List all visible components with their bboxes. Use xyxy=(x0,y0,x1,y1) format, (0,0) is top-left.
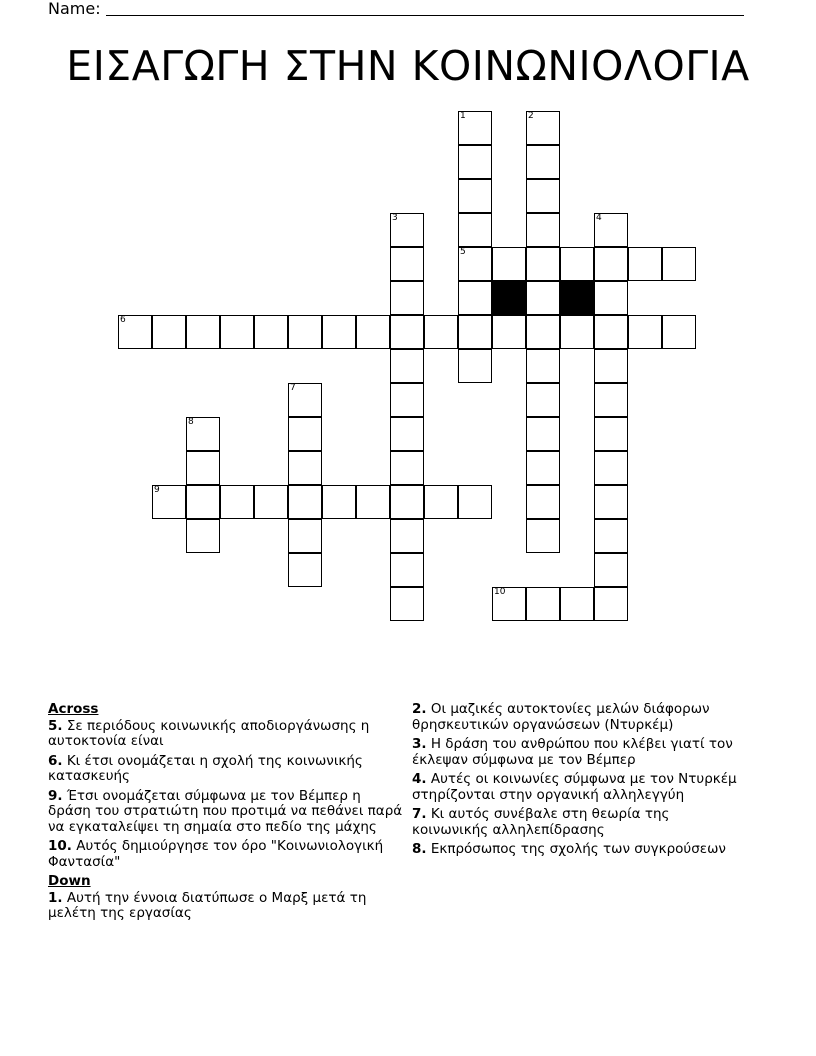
clue-number-label: 4 xyxy=(596,213,602,223)
clue-number-label: 7 xyxy=(290,383,296,393)
clue-number-label: 6 xyxy=(120,315,126,325)
clue-number-label: 8 xyxy=(188,417,194,427)
crossword-cell[interactable] xyxy=(356,485,390,519)
crossword-cell[interactable] xyxy=(458,315,492,349)
clue-text: Κι έτσι ονομάζεται η σχολή της κοινωνικής κατασκευής xyxy=(48,752,363,784)
crossword-cell[interactable] xyxy=(186,519,220,553)
clue-down-2 xyxy=(412,702,742,733)
crossword-cell[interactable] xyxy=(288,315,322,349)
crossword-cell[interactable] xyxy=(390,281,424,315)
clue-number: 3. xyxy=(412,736,427,752)
crossword-cell[interactable] xyxy=(560,315,594,349)
crossword-cell[interactable] xyxy=(390,451,424,485)
clue-down-1 xyxy=(48,891,406,922)
crossword-cell[interactable] xyxy=(186,485,220,519)
crossword-cell[interactable] xyxy=(390,485,424,519)
crossword-block xyxy=(560,281,594,315)
clue-text: Έτσι ονομάζεται σύμφωνα με τον Βέμπερ η δράση του στρατιώτη που προτιμά να πεθάνει παρά να εγκαταλείψει τη σημαία στο πεδίο της μάχης xyxy=(48,787,403,835)
crossword-cell[interactable] xyxy=(526,179,560,213)
crossword-cell[interactable] xyxy=(594,383,628,417)
name-label: Name: xyxy=(48,0,101,18)
crossword-cell[interactable] xyxy=(560,587,594,621)
clue-text: Εκπρόσωπος της σχολής των συγκρούσεων xyxy=(430,841,726,857)
crossword-cell[interactable] xyxy=(254,485,288,519)
crossword-cell[interactable] xyxy=(662,247,696,281)
crossword-cell[interactable] xyxy=(390,213,424,247)
crossword-cell[interactable] xyxy=(628,247,662,281)
crossword-cell[interactable] xyxy=(458,111,492,145)
page-title: ΕΙΣΑΓΩΓΗ ΣΤΗΝ ΚΟΙΝΩΝΙΟΛΟΓΙΑ xyxy=(66,42,750,90)
crossword-cell[interactable] xyxy=(186,451,220,485)
crossword-cell[interactable] xyxy=(220,485,254,519)
crossword-cell[interactable] xyxy=(594,247,628,281)
clue-text: Σε περιόδους κοινωνικής αποδιοργάνωσης η αυτοκτονία είναι xyxy=(48,717,370,749)
clue-number-label: 3 xyxy=(392,213,398,223)
crossword-cell[interactable] xyxy=(458,145,492,179)
crossword-cell[interactable] xyxy=(526,145,560,179)
clue-text: Οι μαζικές αυτοκτονίες μελών διάφορων θρησκευτικών οργανώσεων (Ντυρκέμ) xyxy=(412,701,710,733)
crossword-cell[interactable] xyxy=(288,383,322,417)
clue-number: 8. xyxy=(412,841,427,857)
crossword-cell[interactable] xyxy=(322,485,356,519)
crossword-cell[interactable] xyxy=(390,315,424,349)
crossword-cell[interactable] xyxy=(390,519,424,553)
crossword-cell[interactable] xyxy=(594,587,628,621)
clue-number: 9. xyxy=(48,787,63,804)
clue-number-label: 5 xyxy=(460,247,466,257)
clue-down-3 xyxy=(412,737,742,768)
crossword-cell[interactable] xyxy=(152,485,186,519)
crossword-cell[interactable] xyxy=(254,315,288,349)
crossword-cell[interactable] xyxy=(594,485,628,519)
crossword-cell[interactable] xyxy=(288,451,322,485)
crossword-cell[interactable] xyxy=(560,247,594,281)
crossword-cell[interactable] xyxy=(390,247,424,281)
crossword-cell[interactable] xyxy=(526,485,560,519)
name-underline xyxy=(106,15,744,16)
crossword-cell[interactable] xyxy=(594,553,628,587)
crossword-cell[interactable] xyxy=(594,315,628,349)
crossword-cell[interactable] xyxy=(118,315,152,349)
clues-right-column xyxy=(412,702,742,862)
clue-across-10 xyxy=(48,839,406,870)
clue-down-4 xyxy=(412,772,742,803)
clue-across-9 xyxy=(48,789,406,836)
crossword-cell[interactable] xyxy=(186,417,220,451)
crossword-cell[interactable] xyxy=(288,417,322,451)
crossword-cell[interactable] xyxy=(526,247,560,281)
crossword-cell[interactable] xyxy=(526,315,560,349)
crossword-cell[interactable] xyxy=(322,315,356,349)
crossword-cell[interactable] xyxy=(492,587,526,621)
name-field[interactable] xyxy=(48,0,101,18)
crossword-cell[interactable] xyxy=(594,213,628,247)
crossword-cell[interactable] xyxy=(356,315,390,349)
across-heading: Across xyxy=(48,701,99,717)
clue-text: Αυτός δημιούργησε τον όρο "Κοινωνιολογική Φαντασία" xyxy=(48,838,384,870)
crossword-cell[interactable] xyxy=(526,451,560,485)
crossword-cell[interactable] xyxy=(526,417,560,451)
crossword-cell[interactable] xyxy=(526,281,560,315)
clue-number-label: 10 xyxy=(494,587,506,597)
clue-number: 2. xyxy=(412,701,427,717)
clue-number-label: 2 xyxy=(528,111,534,121)
clue-number: 4. xyxy=(412,771,427,787)
clue-down-8 xyxy=(412,842,742,858)
crossword-cell[interactable] xyxy=(152,315,186,349)
crossword-cell[interactable] xyxy=(526,519,560,553)
crossword-cell[interactable] xyxy=(526,111,560,145)
clue-number: 6. xyxy=(48,752,63,769)
crossword-cell[interactable] xyxy=(458,349,492,383)
clue-number: 1. xyxy=(48,889,63,906)
crossword-cell[interactable] xyxy=(594,417,628,451)
crossword-cell[interactable] xyxy=(390,553,424,587)
clue-across-6 xyxy=(48,754,406,785)
crossword-cell[interactable] xyxy=(390,417,424,451)
crossword-cell[interactable] xyxy=(458,179,492,213)
crossword-cell[interactable] xyxy=(220,315,254,349)
crossword-cell[interactable] xyxy=(186,315,220,349)
crossword-cell[interactable] xyxy=(594,519,628,553)
crossword-cell[interactable] xyxy=(526,383,560,417)
clue-text: Αυτές οι κοινωνίες σύμφωνα με τον Ντυρκέμ στηρίζονται στην οργανική αλληλεγγύη xyxy=(412,771,737,803)
clue-number: 5. xyxy=(48,717,63,734)
crossword-cell[interactable] xyxy=(526,349,560,383)
crossword-cell[interactable] xyxy=(458,281,492,315)
crossword-cell[interactable] xyxy=(288,485,322,519)
clue-down-7 xyxy=(412,807,742,838)
clue-number: 10. xyxy=(48,838,72,854)
crossword-cell[interactable] xyxy=(526,587,560,621)
clue-number-label: 1 xyxy=(460,111,466,121)
crossword-cell[interactable] xyxy=(594,281,628,315)
crossword-cell[interactable] xyxy=(458,213,492,247)
clue-text: Κι αυτός συνέβαλε στη θεωρία της κοινωνικής αλληλεπίδρασης xyxy=(412,806,670,838)
crossword-cell[interactable] xyxy=(288,519,322,553)
crossword-cell[interactable] xyxy=(390,349,424,383)
crossword-cell[interactable] xyxy=(594,349,628,383)
crossword-cell[interactable] xyxy=(458,485,492,519)
crossword-cell[interactable] xyxy=(424,315,458,349)
crossword-cell[interactable] xyxy=(390,587,424,621)
crossword-cell[interactable] xyxy=(424,485,458,519)
down-heading: Down xyxy=(48,873,91,889)
crossword-cell[interactable] xyxy=(594,451,628,485)
clue-number-label: 9 xyxy=(154,485,160,495)
crossword-cell[interactable] xyxy=(492,247,526,281)
crossword-cell[interactable] xyxy=(526,213,560,247)
crossword-cell[interactable] xyxy=(628,315,662,349)
clue-across-5 xyxy=(48,719,406,750)
clue-number: 7. xyxy=(412,806,427,822)
crossword-cell[interactable] xyxy=(662,315,696,349)
clue-text: Η δράση του ανθρώπου που κλέβει γιατί τον έκλεψαν σύμφωνα με τον Βέμπερ xyxy=(412,736,733,768)
crossword-cell[interactable] xyxy=(288,553,322,587)
crossword-cell[interactable] xyxy=(492,315,526,349)
clue-text: Αυτή την έννοια διατύπωσε ο Μαρξ μετά τη μελέτη της εργασίας xyxy=(48,889,367,921)
crossword-block xyxy=(492,281,526,315)
crossword-cell[interactable] xyxy=(390,383,424,417)
clues-left-column xyxy=(48,702,406,926)
crossword-cell[interactable] xyxy=(458,247,492,281)
